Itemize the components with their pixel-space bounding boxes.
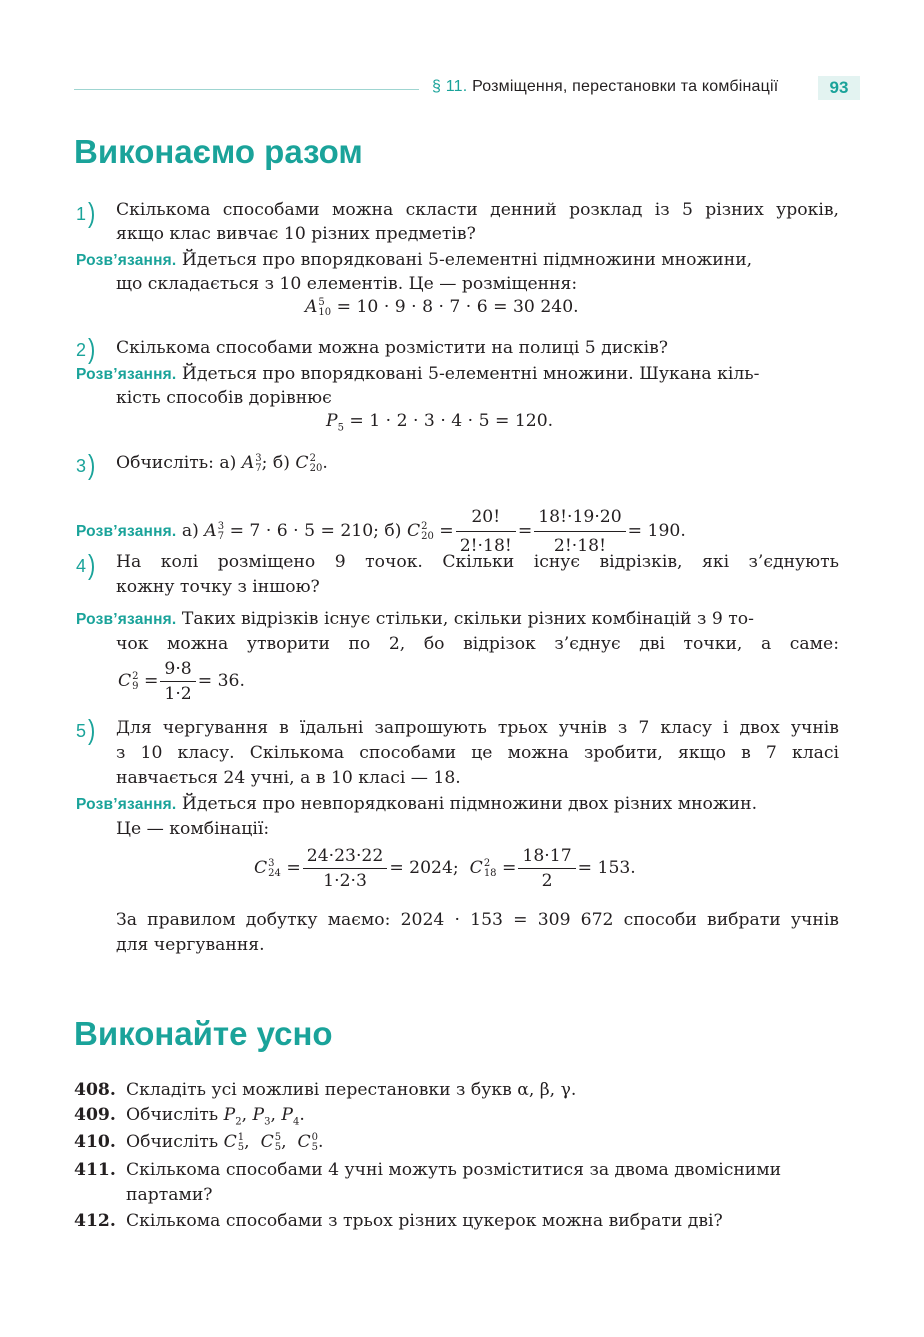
- heading-together: Виконаємо разом: [74, 133, 363, 170]
- solution-4-text: Таких відрізків існує стільки, скільки різних комбінацій з 9 то-: [181, 609, 754, 629]
- solution-label: Розв’язання.: [76, 366, 177, 383]
- heading-oral: Виконайте усно: [74, 1015, 333, 1052]
- solution-1-text: Йдеться про впорядковані 5-елементні підмножини множини,: [181, 250, 753, 270]
- exercise-text: Складіть усі можливі перестановки з букв α, β, γ.: [126, 1080, 577, 1100]
- page-number: 93: [818, 76, 860, 100]
- solution-2-line-2: кість способів дорівнює: [116, 388, 332, 408]
- exercise-408: [74, 1078, 576, 1102]
- problem-number-2: 2): [76, 332, 96, 364]
- formula-2-value: = 1 · 2 · 3 · 4 · 5 = 120.: [349, 411, 554, 431]
- section-number: § 11.: [432, 78, 468, 95]
- solution-label: Розв’язання.: [76, 611, 177, 628]
- problem-4-line-2: кожну точку з іншою?: [116, 577, 320, 597]
- exercise-text: Скількома способами з трьох різних цукерок можна вибрати дві?: [126, 1211, 723, 1231]
- fraction-5-2: $\frac{18\cdot 17}{2}$: [518, 846, 575, 891]
- solution-5-text: Йдеться про невпорядковані підмножини двох різних множин.: [181, 794, 758, 814]
- solution-2-text: Йдеться про впорядковані 5-елементні множини. Шукана кіль-: [181, 364, 760, 384]
- solution-5-conclusion-1: За правилом добутку маємо: 2024 · 153 = 309 672 способи вибрати учнів: [116, 910, 839, 930]
- formula-combinations-5: C 3 24 = $\frac{24\cdot 23\cdot 22}{1\cdot 2\cdot 3}$ = 2024; C 2 18 = $\frac{18\cdot 17}{2}$ = 153.: [254, 846, 636, 891]
- solution-5-conclusion-2: для чергування.: [116, 935, 265, 955]
- solution-2-line-1: [76, 362, 839, 387]
- solution-3-a-value: = 7 · 6 · 5 = 210;: [229, 521, 379, 541]
- fraction-3-2: $\frac{18!\cdot 19\cdot 20}{2!\cdot 18!}$: [534, 505, 625, 558]
- fraction-3-1: $\frac{20!}{2!\cdot 18!}$: [456, 505, 516, 558]
- exercise-text: Обчисліть: [126, 1105, 219, 1125]
- exercise-410: 410. Обчисліть C 1 5 , C 5 5 , C 0 5 .: [74, 1131, 324, 1153]
- exercise-number: 409.: [74, 1105, 116, 1125]
- solution-4-result: = 36.: [197, 671, 245, 691]
- solution-3-result: = 190.: [627, 521, 686, 541]
- solution-1-line-2: що складається з 10 елементів. Це — розміщення:: [116, 274, 578, 294]
- problem-5-line-1: Для чергування в їдальні запрошують трьох учнів з 7 класу і двох учнів: [116, 718, 839, 738]
- problem-4-line-1: На колі розміщено 9 точок. Скільки існує відрізків, які з’єднують: [116, 552, 839, 572]
- header-title: [432, 78, 778, 96]
- problem-number-4: 4): [76, 548, 96, 580]
- exercise-411-cont: партами?: [126, 1185, 213, 1205]
- solution-5-line-2: Це — комбінації:: [116, 819, 270, 839]
- exercise-number: 412.: [74, 1211, 116, 1231]
- solution-1-line-1: [76, 248, 839, 273]
- problem-3-text: Обчисліть: а): [116, 453, 237, 473]
- formula-permutation-5: $P_5 = 1 \cdot 2 \cdot 3 \cdot 4 \cdot 5 = 120$.: [326, 411, 554, 434]
- running-header: [74, 76, 860, 102]
- solution-5-result-1: = 2024;: [389, 858, 459, 878]
- exercise-number: 410.: [74, 1132, 116, 1152]
- solution-3-part-b: б): [384, 521, 402, 541]
- exercise-411: [74, 1158, 839, 1182]
- problem-3-line-1: Обчисліть: а) A 3 7 ; б) C 2 20 .: [116, 452, 328, 474]
- solution-4-line-2: чок можна утворити по 2, бо відрізок з’єднує дві точки, а саме:: [116, 634, 839, 654]
- solution-5-result-2: = 153.: [577, 858, 636, 878]
- exercise-number: 408.: [74, 1080, 116, 1100]
- problem-2-line-1: Скількома способами можна розмістити на полиці 5 дисків?: [116, 338, 668, 358]
- exercise-409: 409. Обчисліть $P_2$, $P_3$, $P_4$.: [74, 1105, 305, 1128]
- formula-arrangement-10-5: A 5 10 = 10 · 9 · 8 · 7 · 6 = 30 240.: [305, 296, 579, 318]
- formula-combination-9-2: C 2 9 = $\frac{9\cdot 8}{1\cdot 2}$ = 36.: [118, 659, 245, 704]
- formula-1-value: = 10 · 9 · 8 · 7 · 6 = 30 240.: [336, 297, 579, 317]
- problem-number-3: 3): [76, 448, 96, 480]
- solution-5-line-1: [76, 792, 839, 817]
- section-title: Розміщення, перестановки та комбінації: [472, 78, 779, 95]
- problem-3-separator: ; б): [261, 453, 290, 473]
- solution-4-line-1: [76, 607, 839, 632]
- exercise-text: Скількома способами 4 учні можуть розміститися за двома двомісними: [126, 1160, 782, 1180]
- problem-1-line-2: якщо клас вивчає 10 різних предметів?: [116, 224, 476, 244]
- solution-label: Розв’язання.: [76, 523, 177, 540]
- solution-3-part-a: а): [181, 521, 199, 541]
- fraction-5-1: $\frac{24\cdot 23\cdot 22}{1\cdot 2\cdot 3}$: [303, 846, 388, 891]
- problem-1-line-1: Скількома способами можна скласти денний розклад із 5 різних уроків,: [116, 200, 839, 220]
- exercise-412: [74, 1209, 723, 1233]
- solution-label: Розв’язання.: [76, 796, 177, 813]
- exercise-text: Обчисліть: [126, 1132, 219, 1152]
- solution-label: Розв’язання.: [76, 252, 177, 269]
- exercise-number: 411.: [74, 1160, 116, 1180]
- fraction-4: $\frac{9\cdot 8}{1\cdot 2}$: [160, 659, 195, 704]
- solution-3-line: Розв’язання. а) A 3 7 = 7 · 6 · 5 = 210; б) C 2 20 = $\frac{20!}{2!\cdot 18!}$ = $\frac{18!\cdot 19\cdot 20}{2!\cdot 18!}$ = 190.: [76, 507, 686, 556]
- problem-5-line-2: з 10 класу. Скількома способами це можна зробити, якщо в 7 класі: [116, 743, 839, 763]
- header-rule: [74, 89, 419, 90]
- problem-number-5: 5): [76, 713, 96, 745]
- problem-5-line-3: навчається 24 учні, а в 10 класі — 18.: [116, 768, 461, 788]
- problem-number-1: 1): [76, 196, 96, 228]
